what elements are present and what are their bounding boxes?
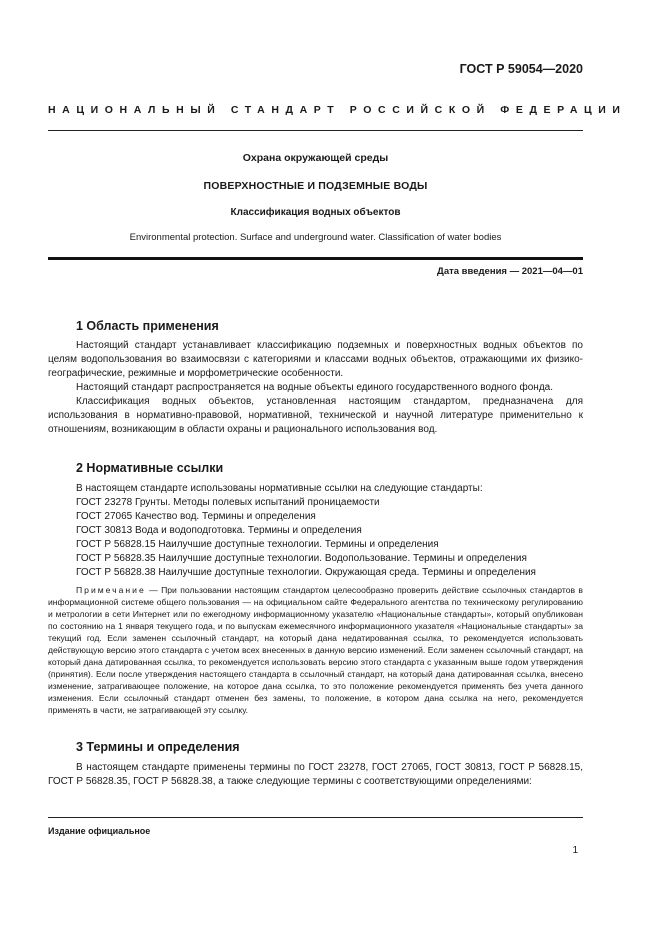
reference-item: ГОСТ 23278 Грунты. Методы полевых испытаний проницаемости xyxy=(76,497,380,508)
english-title: Environmental protection. Surface and underground water. Classification of water bodies xyxy=(129,232,502,243)
section-1-body xyxy=(48,339,583,437)
section-2-lead-text: В настоящем стандарте использованы нормативные ссылки на следующие стандарты: xyxy=(76,483,483,494)
reference-note xyxy=(48,584,583,716)
national-standard-title: НАЦИОНАЛЬНЫЙ СТАНДАРТ РОССИЙСКОЙ ФЕДЕРАЦИИ xyxy=(48,104,627,116)
note-label: Примечание xyxy=(76,585,146,595)
header-divider xyxy=(48,130,583,131)
standard-code: ГОСТ Р 59054—2020 xyxy=(459,62,583,76)
document-title-line2: ПОВЕРХНОСТНЫЕ И ПОДЗЕМНЫЕ ВОДЫ xyxy=(203,180,428,192)
reference-item: ГОСТ Р 56828.15 Наилучшие доступные технологии. Термины и определения xyxy=(76,539,439,550)
normative-references-list xyxy=(76,496,536,580)
reference-item: ГОСТ Р 56828.38 Наилучшие доступные технологии. Окружающая среда. Термины и определения xyxy=(76,567,536,578)
section-1-paragraph: Настоящий стандарт устанавливает классификацию подземных и поверхностных водных объектов по целям водопользования во взаимосвязи с категориями и классами водных объектов, отражающими их физико-географические, режимные и морфометрические особенности. xyxy=(48,340,583,379)
reference-item: ГОСТ Р 56828.35 Наилучшие доступные технологии. Водопользование. Термины и определения xyxy=(76,553,527,564)
section-3-paragraph: В настоящем стандарте применены термины по ГОСТ 23278, ГОСТ 27065, ГОСТ 30813, ГОСТ Р 56828.15, ГОСТ Р 56828.35, ГОСТ Р 56828.38, а также следующие термины с соответствующими определениями: xyxy=(48,762,583,787)
section-3-title: 3 Термины и определения xyxy=(76,740,240,754)
section-2-lead xyxy=(48,482,583,496)
section-1-title: 1 Область применения xyxy=(76,319,219,333)
document-title-line3: Классификация водных объектов xyxy=(230,207,401,218)
introduction-date: Дата введения — 2021—04—01 xyxy=(437,266,583,277)
official-edition-label: Издание официальное xyxy=(48,826,151,836)
section-1-paragraph: Классификация водных объектов, установленная настоящим стандартом, предназначена для использования в нормативно-правовой, нормативной, технической и научной литературе применительно к отношениям, возникающим в области охраны и рационального использования вод. xyxy=(48,396,583,435)
footer-divider xyxy=(48,817,583,818)
section-2-title: 2 Нормативные ссылки xyxy=(76,461,224,475)
note-text: — При пользовании настоящим стандартом целесообразно проверить действие ссылочных стандартов в информационной системе общего пользования — на официальном сайте Федерального агентства по техническому регулированию и метрологии в сети Интернет или по ежегодному информационному указателю «Национальные стандарты», который опубликован по состоянию на 1 января текущего года, и по выпускам ежемесячного информационного указателя «Национальные стандарты» за текущий год. Если заменен ссылочный стандарт, на который дана недатированная ссылка, то рекомендуется использовать действующую версию этого стандарта с учетом всех внесенных в данную версию изменений. Если заменен ссылочный стандарт, на который дана датированная ссылка, то рекомендуется использовать версию этого стандарта с указанным выше годом утверждения (принятия). Если после утверждения настоящего стандарта в ссылочный стандарт, на который дана датированная ссылка, внесено изменение, затрагивающее положение, на которое дана ссылка, то это положение рекомендуется применять без учета данного изменения. Если ссылочный стандарт отменен без замены, то положение, в котором дана ссылка на него, рекомендуется применять в части, не затрагивающей эту ссылку. xyxy=(48,585,583,715)
title-divider xyxy=(48,257,583,260)
section-1-paragraph: Настоящий стандарт распространяется на водные объекты единого государственного водного фонда. xyxy=(76,382,553,393)
reference-item: ГОСТ 30813 Вода и водоподготовка. Термины и определения xyxy=(76,525,362,536)
document-title-line1: Охрана окружающей среды xyxy=(242,152,389,164)
reference-item: ГОСТ 27065 Качество вод. Термины и определения xyxy=(76,511,316,522)
page-number: 1 xyxy=(572,845,578,856)
section-3-body xyxy=(48,761,583,789)
